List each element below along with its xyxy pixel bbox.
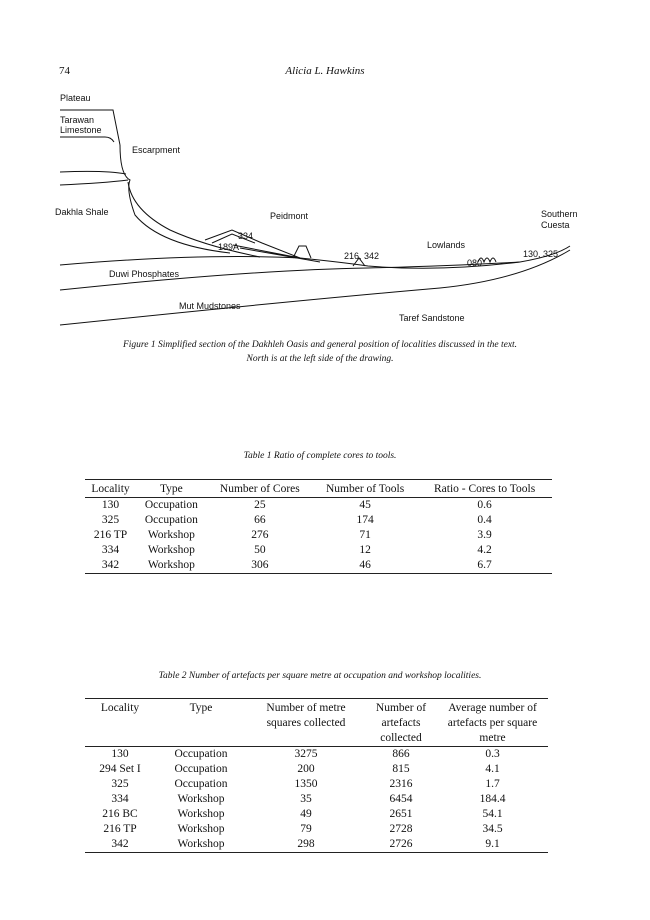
- table1-header-ratio: Ratio - Cores to Tools: [417, 480, 552, 498]
- label-peidmont: Peidmont: [270, 211, 309, 221]
- table-cell: 3275: [294, 748, 318, 760]
- table1-caption: Table 1 Ratio of complete cores to tools.: [243, 451, 397, 461]
- label-locality-080: 080: [467, 258, 483, 268]
- table2-header-average-line-3: metre: [479, 732, 506, 744]
- table-cell: 276: [251, 529, 269, 541]
- table-cell: 815: [392, 763, 410, 775]
- label-escarpment: Escarpment: [132, 145, 181, 155]
- table-row: [85, 543, 552, 558]
- table2-header-type: [155, 699, 247, 747]
- table-cell: Occupation: [174, 778, 228, 790]
- shale-lower-line: [60, 180, 128, 185]
- table-cell: Workshop: [177, 823, 225, 835]
- table-cell: 1350: [294, 778, 318, 790]
- table2: [85, 698, 548, 853]
- table-cell: 0.4: [477, 514, 492, 526]
- table-row: [85, 777, 548, 792]
- table-cell: 35: [300, 793, 312, 805]
- label-tarawan-1: Tarawan: [60, 115, 95, 125]
- table-cell: 0.6: [477, 499, 492, 511]
- table-cell: Workshop: [147, 559, 195, 571]
- table-row: [85, 528, 552, 543]
- table2-header-locality-text: Locality: [100, 702, 140, 714]
- shale-curve: [128, 182, 260, 257]
- table-cell: 49: [300, 808, 312, 820]
- label-plateau: Plateau: [60, 93, 91, 103]
- table-cell: Occupation: [174, 763, 228, 775]
- shale-upper-line: [60, 171, 126, 174]
- table-cell: 54.1: [482, 808, 503, 820]
- label-tarawan-2: Limestone: [60, 125, 102, 135]
- table-cell: 325: [101, 514, 120, 526]
- table-cell: 184.4: [479, 793, 506, 805]
- figure-caption: [60, 338, 580, 366]
- table-cell: 79: [300, 823, 312, 835]
- duwi-surface: [60, 246, 570, 268]
- table2-header-type-text: Type: [189, 702, 213, 714]
- table-cell: Occupation: [144, 514, 198, 526]
- table-cell: 174: [356, 514, 374, 526]
- table-cell: 50: [254, 544, 266, 556]
- table1: [85, 479, 552, 574]
- label-cuesta: Cuesta: [541, 220, 570, 230]
- table-cell: 216 BC: [102, 808, 138, 820]
- table-cell: 3.9: [477, 529, 492, 541]
- table-cell: 200: [297, 763, 315, 775]
- table-cell: Workshop: [147, 544, 195, 556]
- table-cell: 342: [111, 838, 129, 850]
- table-cell: Occupation: [144, 499, 198, 511]
- table-row: [85, 807, 548, 822]
- table1-header-cores: Number of Cores: [207, 480, 313, 498]
- table-cell: 334: [111, 793, 129, 805]
- table-cell: Workshop: [147, 529, 195, 541]
- table-cell: 4.1: [485, 763, 500, 775]
- table2-header-artefacts-line-3: collected: [380, 732, 422, 744]
- figure-caption-line-1: Figure 1 Simplified section of the Dakhleh Oasis and general position of localities discussed in the text.: [122, 340, 518, 350]
- table-cell: 66: [254, 514, 266, 526]
- table2-header-artefacts-line-1: Number of: [375, 702, 427, 714]
- table-cell: 34.5: [482, 823, 503, 835]
- table-cell: 325: [111, 778, 129, 790]
- table2-header-average-line-2: artefacts per square: [447, 717, 538, 729]
- table-row: [85, 822, 548, 837]
- table-cell: 342: [101, 559, 120, 571]
- label-mut-mudstones: Mut Mudstones: [179, 301, 241, 311]
- table2-header-squares-line-1: Number of metre: [266, 702, 346, 714]
- table-row: [85, 837, 548, 853]
- table-cell: Workshop: [177, 838, 225, 850]
- table2-header-squares: [247, 699, 365, 747]
- table-cell: 46: [359, 559, 371, 571]
- table2-header-squares-line-2: squares collected: [266, 717, 346, 729]
- label-taref-sandstone: Taref Sandstone: [399, 313, 465, 323]
- table-row: [85, 747, 548, 763]
- table-cell: 4.2: [477, 544, 492, 556]
- table-cell: 0.3: [485, 748, 500, 760]
- label-locality-189a: 189A: [218, 242, 240, 252]
- table-row: [85, 513, 552, 528]
- table-cell: 2651: [389, 808, 413, 820]
- table-row: [85, 498, 552, 514]
- table-cell: 25: [254, 499, 266, 511]
- table-cell: 216 TP: [103, 823, 137, 835]
- table1-header-tools: Number of Tools: [313, 480, 417, 498]
- table-cell: 1.7: [485, 778, 500, 790]
- table-cell: Occupation: [174, 748, 228, 760]
- table2-header-average: [437, 699, 548, 747]
- page-number: 74: [59, 65, 70, 77]
- table-cell: 2728: [389, 823, 413, 835]
- table-cell: 298: [297, 838, 315, 850]
- table-row: [85, 762, 548, 777]
- label-locality-130-325: 130, 325: [523, 249, 559, 259]
- table-cell: 6.7: [477, 559, 492, 571]
- table-cell: 334: [101, 544, 120, 556]
- table2-header-locality: [85, 699, 155, 747]
- running-head-author: Alicia L. Hawkins: [285, 65, 365, 77]
- table2-header-row: [85, 699, 548, 747]
- tarawan-limestone-lines: [60, 137, 114, 142]
- table-cell: 866: [392, 748, 410, 760]
- label-locality-334: 334: [238, 231, 254, 241]
- label-southern: Southern: [541, 209, 578, 219]
- table-cell: 9.1: [485, 838, 500, 850]
- table-row: [85, 792, 548, 807]
- table-cell: 294 Set I: [99, 763, 141, 775]
- table-row: [85, 558, 552, 574]
- table1-header-row: [85, 480, 552, 498]
- table-cell: 130: [101, 499, 120, 511]
- table-cell: 6454: [389, 793, 413, 805]
- table-cell: 2316: [389, 778, 413, 790]
- label-duwi-phosphates: Duwi Phosphates: [109, 269, 180, 279]
- table1-header-locality: Locality: [85, 480, 136, 498]
- label-locality-216-342: 216, 342: [344, 251, 380, 261]
- geological-section-figure: [0, 0, 650, 340]
- table2-caption: Table 2 Number of artefacts per square metre at occupation and workshop localities.: [158, 671, 482, 681]
- table-cell: 2726: [389, 838, 413, 850]
- figure-caption-line-2: North is at the left side of the drawing.: [246, 354, 394, 364]
- table-cell: 130: [111, 748, 129, 760]
- table2-header-average-line-1: Average number of: [448, 702, 537, 714]
- table-cell: 12: [359, 544, 371, 556]
- label-lowlands: Lowlands: [427, 240, 466, 250]
- label-dakhla-shale: Dakhla Shale: [55, 207, 109, 217]
- table-cell: Workshop: [177, 808, 225, 820]
- table1-header-type: Type: [136, 480, 207, 498]
- table2-header-artefacts: [365, 699, 437, 747]
- table-cell: 71: [359, 529, 371, 541]
- table-cell: 45: [359, 499, 371, 511]
- table-cell: 216 TP: [93, 529, 128, 541]
- table2-header-artefacts-line-2: artefacts: [381, 717, 421, 729]
- table-cell: 306: [251, 559, 269, 571]
- table-cell: Workshop: [177, 793, 225, 805]
